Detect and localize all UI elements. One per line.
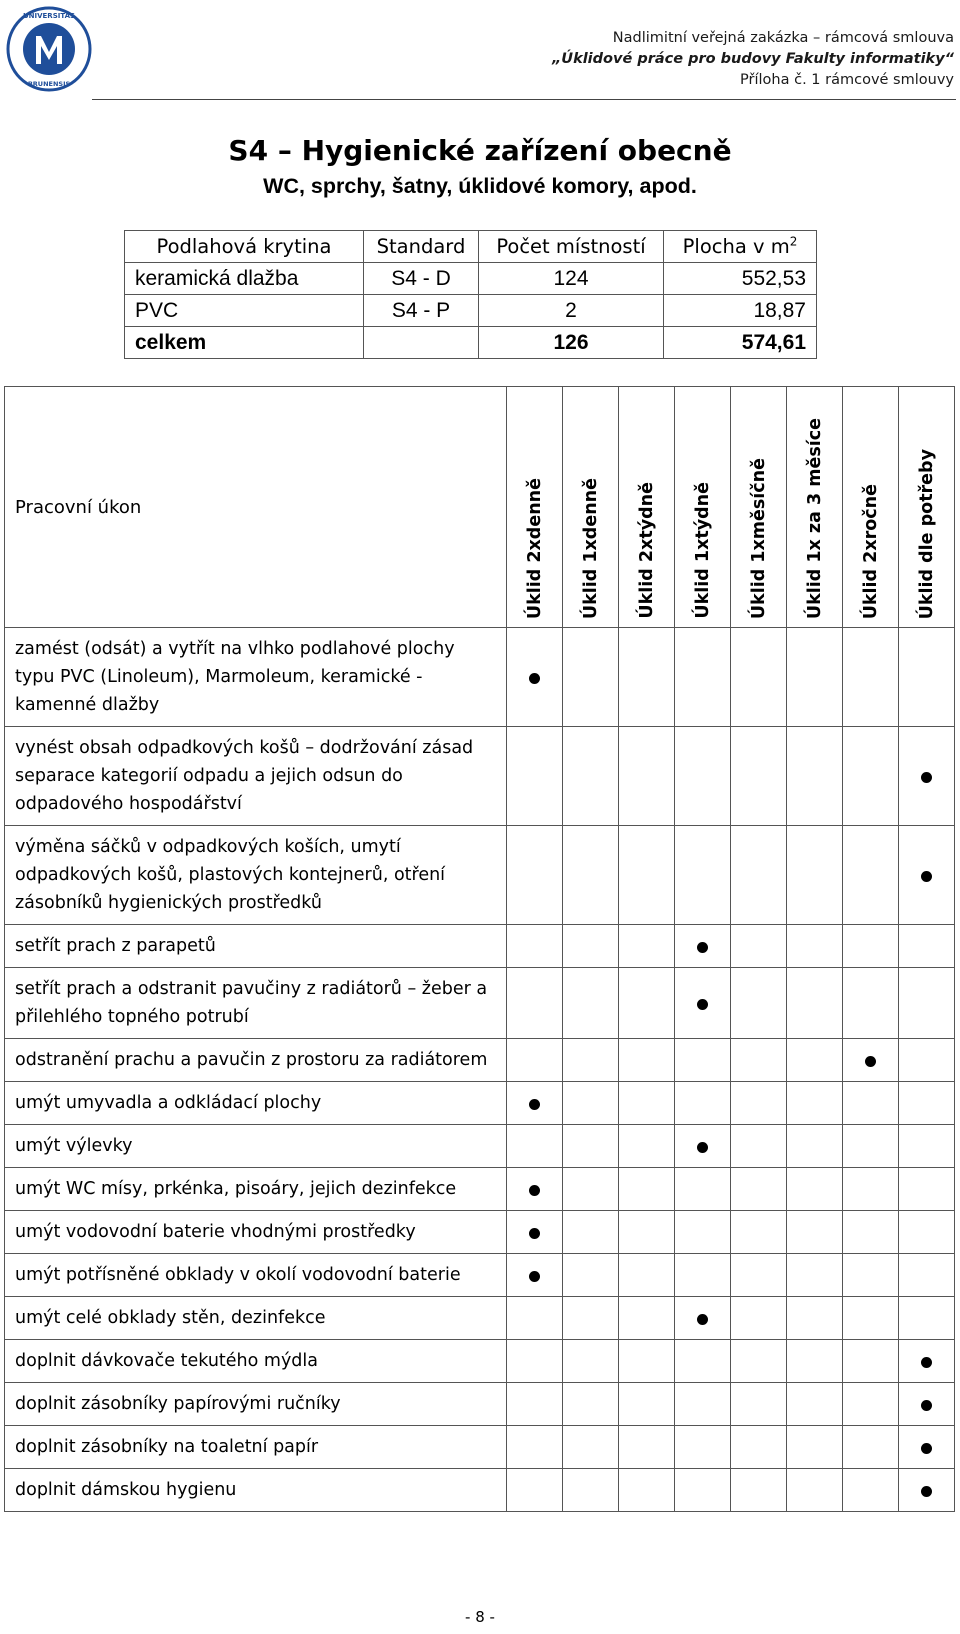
frequency-cell bbox=[731, 1469, 787, 1512]
frequency-column-header bbox=[563, 387, 619, 628]
room-count: 124 bbox=[479, 263, 664, 295]
task-description: umýt WC mísy, prkénka, pisoáry, jejich dezinfekce bbox=[5, 1168, 507, 1211]
frequency-cell bbox=[563, 1039, 619, 1082]
frequency-cell bbox=[899, 1211, 955, 1254]
frequency-cell bbox=[563, 1125, 619, 1168]
frequency-cell bbox=[899, 1383, 955, 1426]
col-floor-type: Podlahová krytina bbox=[125, 231, 364, 263]
frequency-cell bbox=[675, 968, 731, 1039]
frequency-cell bbox=[563, 1168, 619, 1211]
frequency-cell bbox=[675, 1168, 731, 1211]
floor-type: keramická dlažba bbox=[125, 263, 364, 295]
col-room-count: Počet místností bbox=[479, 231, 664, 263]
frequency-cell bbox=[675, 1039, 731, 1082]
frequency-cell bbox=[843, 1125, 899, 1168]
frequency-cell bbox=[563, 1383, 619, 1426]
frequency-cell bbox=[899, 1340, 955, 1383]
page-subtitle: WC, sprchy, šatny, úklidové komory, apod. bbox=[263, 174, 697, 198]
frequency-cell bbox=[507, 1039, 563, 1082]
task-description: doplnit zásobníky papírovými ručníky bbox=[5, 1383, 507, 1426]
frequency-cell bbox=[899, 1297, 955, 1340]
task-description: umýt vodovodní baterie vhodnými prostředky bbox=[5, 1211, 507, 1254]
frequency-cell bbox=[787, 968, 843, 1039]
frequency-column-header bbox=[675, 387, 731, 628]
tasks-body bbox=[5, 628, 955, 1512]
frequency-cell bbox=[563, 1340, 619, 1383]
frequency-cell bbox=[899, 1469, 955, 1512]
frequency-cell bbox=[563, 1469, 619, 1512]
frequency-cell bbox=[787, 1254, 843, 1297]
col-area: Plocha v $m^2$ bbox=[664, 231, 817, 263]
frequency-cell bbox=[731, 1254, 787, 1297]
frequency-cell bbox=[787, 1211, 843, 1254]
frequency-cell bbox=[787, 1426, 843, 1469]
frequency-column-header bbox=[843, 387, 899, 628]
frequency-cell bbox=[843, 1340, 899, 1383]
frequency-cell bbox=[899, 925, 955, 968]
frequency-cell bbox=[731, 1340, 787, 1383]
page-title: S4 – Hygienické zařízení obecně bbox=[228, 134, 732, 167]
bullet-mark-icon bbox=[529, 673, 540, 684]
frequency-cell bbox=[563, 968, 619, 1039]
frequency-cell bbox=[787, 826, 843, 925]
frequency-cell bbox=[843, 1211, 899, 1254]
frequency-cell bbox=[507, 1211, 563, 1254]
frequency-cell bbox=[731, 1383, 787, 1426]
frequency-cell bbox=[619, 826, 675, 925]
frequency-cell bbox=[899, 628, 955, 727]
bullet-mark-icon bbox=[529, 1099, 540, 1110]
frequency-cell bbox=[843, 1039, 899, 1082]
frequency-cell bbox=[507, 1426, 563, 1469]
frequency-cell bbox=[731, 1426, 787, 1469]
frequency-cell bbox=[899, 1426, 955, 1469]
floor-type: PVC bbox=[125, 295, 364, 327]
frequency-cell bbox=[507, 1168, 563, 1211]
frequency-column-header bbox=[787, 387, 843, 628]
task-row bbox=[5, 1125, 955, 1168]
area: 18,87 bbox=[664, 295, 817, 327]
frequency-cell bbox=[619, 1297, 675, 1340]
frequency-label: Úklid dle potřeby bbox=[916, 448, 937, 619]
frequency-cell bbox=[675, 1469, 731, 1512]
frequency-cell bbox=[843, 1426, 899, 1469]
frequency-cell bbox=[619, 1082, 675, 1125]
task-column-header: Pracovní úkon bbox=[5, 387, 507, 628]
frequency-cell bbox=[787, 628, 843, 727]
bullet-mark-icon bbox=[921, 772, 932, 783]
frequency-label: Úklid 1xdenně bbox=[580, 477, 601, 619]
task-row bbox=[5, 1469, 955, 1512]
frequency-cell bbox=[675, 925, 731, 968]
frequency-cell bbox=[899, 826, 955, 925]
total-label: celkem bbox=[125, 327, 364, 359]
summary-row bbox=[125, 295, 817, 327]
task-row bbox=[5, 727, 955, 826]
task-description: doplnit zásobníky na toaletní papír bbox=[5, 1426, 507, 1469]
task-row bbox=[5, 1039, 955, 1082]
frequency-label: Úklid 2xročně bbox=[860, 483, 881, 619]
header-attachment: Příloha č. 1 rámcové smlouvy bbox=[740, 72, 954, 88]
task-description: umýt celé obklady stěn, dezinfekce bbox=[5, 1297, 507, 1340]
frequency-cell bbox=[731, 628, 787, 727]
frequency-cell bbox=[843, 1469, 899, 1512]
frequency-cell bbox=[563, 1211, 619, 1254]
frequency-cell bbox=[843, 1254, 899, 1297]
summary-header-row bbox=[125, 231, 817, 263]
frequency-cell bbox=[507, 826, 563, 925]
frequency-cell bbox=[731, 1211, 787, 1254]
frequency-cell bbox=[619, 1340, 675, 1383]
frequency-cell bbox=[619, 1125, 675, 1168]
frequency-column-header bbox=[619, 387, 675, 628]
frequency-cell bbox=[787, 1082, 843, 1125]
frequency-cell bbox=[507, 1297, 563, 1340]
bullet-mark-icon bbox=[865, 1056, 876, 1067]
task-description: setřít prach a odstranit pavučiny z radiátorů – žeber a přilehlého topného potrubí bbox=[5, 968, 507, 1039]
frequency-cell bbox=[899, 968, 955, 1039]
frequency-cell bbox=[675, 727, 731, 826]
frequency-cell bbox=[787, 1383, 843, 1426]
frequency-label: Úklid 1xtýdně bbox=[692, 482, 713, 619]
frequency-cell bbox=[843, 968, 899, 1039]
frequency-cell bbox=[675, 1254, 731, 1297]
bullet-mark-icon bbox=[921, 1443, 932, 1454]
svg-text:BRUNENSIS: BRUNENSIS bbox=[27, 80, 71, 88]
task-row bbox=[5, 1211, 955, 1254]
frequency-label: Úklid 1xměsíčně bbox=[748, 457, 769, 619]
frequency-cell bbox=[787, 925, 843, 968]
frequency-cell bbox=[787, 1297, 843, 1340]
frequency-cell bbox=[731, 826, 787, 925]
task-row bbox=[5, 968, 955, 1039]
bullet-mark-icon bbox=[529, 1228, 540, 1239]
frequency-cell bbox=[619, 1254, 675, 1297]
frequency-label: Úklid 1x za 3 měsíce bbox=[804, 417, 825, 619]
task-row bbox=[5, 1340, 955, 1383]
standard: S4 - D bbox=[364, 263, 479, 295]
frequency-cell bbox=[619, 925, 675, 968]
frequency-cell bbox=[787, 1168, 843, 1211]
frequency-cell bbox=[619, 1383, 675, 1426]
frequency-cell bbox=[619, 628, 675, 727]
frequency-cell bbox=[675, 1297, 731, 1340]
frequency-cell bbox=[507, 727, 563, 826]
frequency-cell bbox=[563, 1297, 619, 1340]
frequency-cell bbox=[899, 1168, 955, 1211]
bullet-mark-icon bbox=[697, 999, 708, 1010]
page-number: - 8 - bbox=[465, 1608, 495, 1626]
tasks-header-row bbox=[5, 387, 955, 628]
task-description: umýt umyvadla a odkládací plochy bbox=[5, 1082, 507, 1125]
frequency-cell bbox=[731, 1125, 787, 1168]
frequency-cell bbox=[675, 1340, 731, 1383]
bullet-mark-icon bbox=[529, 1271, 540, 1282]
task-description: výměna sáčků v odpadkových koších, umytí odpadkových košů, plastových kontejnerů, otření zásobníků hygienických prostředků bbox=[5, 826, 507, 925]
task-row bbox=[5, 1254, 955, 1297]
frequency-cell bbox=[675, 1426, 731, 1469]
frequency-cell bbox=[843, 925, 899, 968]
frequency-cell bbox=[731, 968, 787, 1039]
task-row bbox=[5, 1168, 955, 1211]
task-description: odstranění prachu a pavučin z prostoru za radiátorem bbox=[5, 1039, 507, 1082]
frequency-cell bbox=[563, 1426, 619, 1469]
frequency-label: Úklid 2xtýdně bbox=[636, 482, 657, 619]
frequency-cell bbox=[619, 1211, 675, 1254]
frequency-cell bbox=[507, 925, 563, 968]
frequency-cell bbox=[507, 628, 563, 727]
bullet-mark-icon bbox=[921, 1357, 932, 1368]
frequency-cell bbox=[507, 1082, 563, 1125]
task-row bbox=[5, 925, 955, 968]
total-area: 574,61 bbox=[664, 327, 817, 359]
frequency-cell bbox=[675, 1211, 731, 1254]
frequency-cell bbox=[731, 1082, 787, 1125]
floor-summary-table bbox=[124, 230, 817, 359]
frequency-cell bbox=[787, 1039, 843, 1082]
frequency-cell bbox=[675, 1082, 731, 1125]
cleaning-tasks-table bbox=[4, 386, 955, 1512]
task-row bbox=[5, 1297, 955, 1340]
frequency-cell bbox=[675, 826, 731, 925]
frequency-cell bbox=[507, 968, 563, 1039]
task-row bbox=[5, 1082, 955, 1125]
area: 552,53 bbox=[664, 263, 817, 295]
summary-total-row bbox=[125, 327, 817, 359]
standard: S4 - P bbox=[364, 295, 479, 327]
task-description: doplnit dámskou hygienu bbox=[5, 1469, 507, 1512]
frequency-cell bbox=[843, 727, 899, 826]
frequency-label: Úklid 2xdenně bbox=[524, 477, 545, 619]
svg-text:UNIVERSITAS: UNIVERSITAS bbox=[22, 12, 76, 20]
task-row bbox=[5, 1426, 955, 1469]
task-row bbox=[5, 1383, 955, 1426]
frequency-cell bbox=[619, 727, 675, 826]
frequency-cell bbox=[563, 727, 619, 826]
university-seal-icon bbox=[6, 6, 92, 92]
bullet-mark-icon bbox=[697, 942, 708, 953]
task-description: zamést (odsát) a vytřít na vlhko podlahové plochy typu PVC (Linoleum), Marmoleum, keramické - kamenné dlažby bbox=[5, 628, 507, 727]
frequency-cell bbox=[843, 1168, 899, 1211]
summary-row bbox=[125, 263, 817, 295]
frequency-cell bbox=[507, 1469, 563, 1512]
bullet-mark-icon bbox=[921, 1400, 932, 1411]
frequency-cell bbox=[619, 968, 675, 1039]
frequency-cell bbox=[507, 1383, 563, 1426]
frequency-cell bbox=[843, 826, 899, 925]
frequency-column-header bbox=[731, 387, 787, 628]
frequency-cell bbox=[507, 1254, 563, 1297]
frequency-cell bbox=[675, 1383, 731, 1426]
frequency-cell bbox=[899, 1125, 955, 1168]
frequency-column-header bbox=[507, 387, 563, 628]
frequency-cell bbox=[843, 1297, 899, 1340]
frequency-cell bbox=[899, 1082, 955, 1125]
frequency-cell bbox=[731, 925, 787, 968]
frequency-cell bbox=[563, 826, 619, 925]
document-header bbox=[552, 28, 954, 91]
frequency-cell bbox=[899, 1039, 955, 1082]
frequency-cell bbox=[899, 727, 955, 826]
header-contract-name: „Úklidové práce pro budovy Fakulty informatiky“ bbox=[551, 51, 954, 67]
frequency-cell bbox=[843, 1082, 899, 1125]
frequency-cell bbox=[619, 1469, 675, 1512]
bullet-mark-icon bbox=[697, 1142, 708, 1153]
bullet-mark-icon bbox=[921, 871, 932, 882]
frequency-cell bbox=[787, 1340, 843, 1383]
frequency-cell bbox=[675, 1125, 731, 1168]
bullet-mark-icon bbox=[697, 1314, 708, 1325]
frequency-cell bbox=[787, 1125, 843, 1168]
frequency-cell bbox=[507, 1125, 563, 1168]
university-logo bbox=[6, 6, 92, 92]
frequency-cell bbox=[563, 628, 619, 727]
col-standard: Standard bbox=[364, 231, 479, 263]
frequency-cell bbox=[619, 1039, 675, 1082]
frequency-cell bbox=[731, 1039, 787, 1082]
frequency-cell bbox=[787, 727, 843, 826]
total-room-count: 126 bbox=[479, 327, 664, 359]
header-tender-type: Nadlimitní veřejná zakázka – rámcová smlouva bbox=[612, 30, 954, 46]
frequency-cell bbox=[787, 1469, 843, 1512]
frequency-cell bbox=[731, 1168, 787, 1211]
frequency-cell bbox=[843, 1383, 899, 1426]
task-row bbox=[5, 826, 955, 925]
room-count: 2 bbox=[479, 295, 664, 327]
bullet-mark-icon bbox=[921, 1486, 932, 1497]
task-row bbox=[5, 628, 955, 727]
frequency-cell bbox=[899, 1254, 955, 1297]
total-standard-empty bbox=[364, 327, 479, 359]
frequency-column-header bbox=[899, 387, 955, 628]
header-divider bbox=[92, 99, 956, 100]
bullet-mark-icon bbox=[529, 1185, 540, 1196]
frequency-cell bbox=[563, 1254, 619, 1297]
frequency-cell bbox=[563, 925, 619, 968]
task-description: setřít prach z parapetů bbox=[5, 925, 507, 968]
frequency-cell bbox=[563, 1082, 619, 1125]
task-description: umýt výlevky bbox=[5, 1125, 507, 1168]
frequency-cell bbox=[731, 727, 787, 826]
task-description: umýt potřísněné obklady v okolí vodovodní baterie bbox=[5, 1254, 507, 1297]
frequency-cell bbox=[619, 1426, 675, 1469]
frequency-cell bbox=[843, 628, 899, 727]
frequency-cell bbox=[619, 1168, 675, 1211]
frequency-cell bbox=[507, 1340, 563, 1383]
task-description: doplnit dávkovače tekutého mýdla bbox=[5, 1340, 507, 1383]
frequency-cell bbox=[675, 628, 731, 727]
task-description: vynést obsah odpadkových košů – dodržování zásad separace kategorií odpadu a jejich odsun do odpadového hospodářství bbox=[5, 727, 507, 826]
frequency-cell bbox=[731, 1297, 787, 1340]
